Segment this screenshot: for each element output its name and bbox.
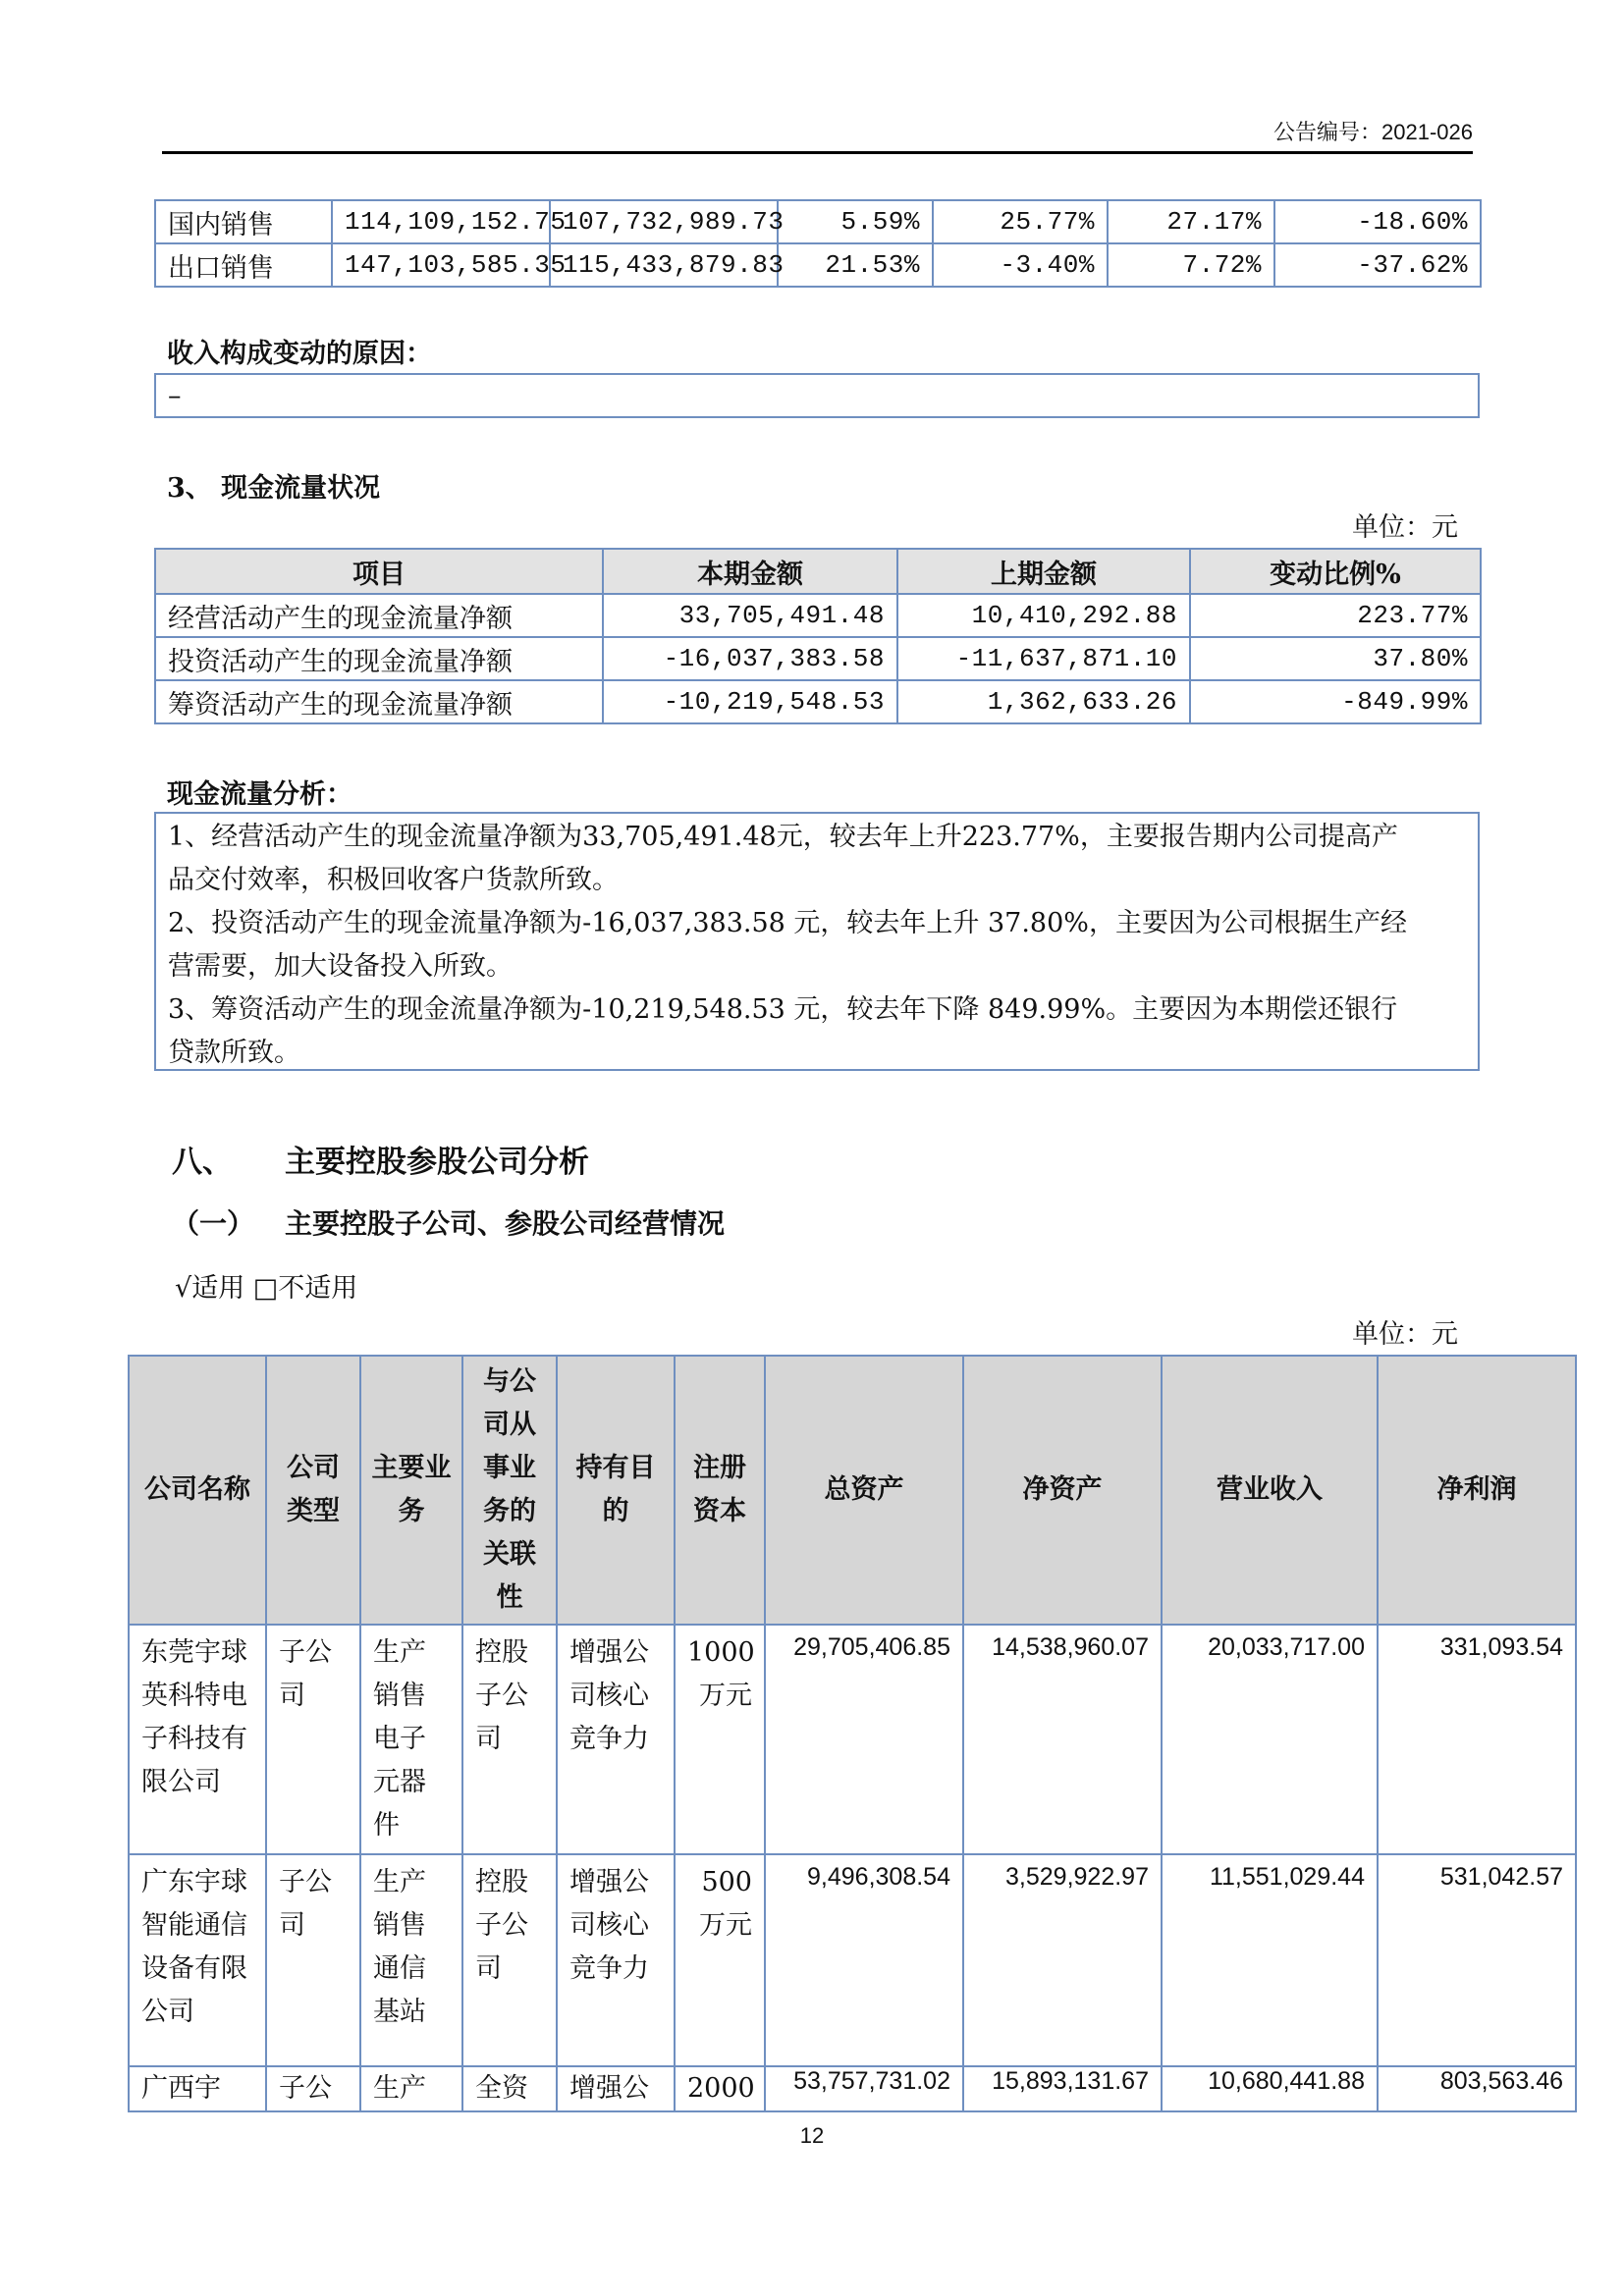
subsidiary-row <box>129 1625 1576 1854</box>
sales-value: 114,109,152.75 <box>332 200 550 243</box>
cash-flow-table <box>154 548 1482 724</box>
income-change-box <box>154 373 1480 418</box>
header-previous: 上期金额 <box>897 549 1190 594</box>
sales-row <box>155 200 1481 243</box>
subsidiary-cell: 531,042.57 <box>1378 1854 1576 2066</box>
subsidiary-cell: 1000万元 <box>675 1625 765 1854</box>
subsidiary-cell: 控股子公司 <box>462 1854 557 2066</box>
cash-flow-value: 37.80% <box>1190 637 1481 680</box>
cash-flow-value: 223.77% <box>1190 594 1481 637</box>
subsidiary-row <box>129 1854 1576 2066</box>
header-item: 项目 <box>155 549 603 594</box>
subsidiary-cell: 9,496,308.54 <box>765 1854 963 2066</box>
cash-flow-item: 筹资活动产生的现金流量净额 <box>155 680 603 723</box>
cash-analysis-box <box>154 812 1480 1071</box>
sales-value: 27.17% <box>1108 200 1274 243</box>
sales-value: 107,732,989.73 <box>550 200 778 243</box>
subsidiary-cell: 子公司 <box>266 1625 360 1854</box>
sales-value: -37.62% <box>1274 243 1481 287</box>
cash-flow-value: -11,637,871.10 <box>897 637 1190 680</box>
page-number: 12 <box>799 2123 825 2148</box>
subsidiary-cell: 生产销售通信基站 <box>360 1854 462 2066</box>
cash-flow-value: 10,410,292.88 <box>897 594 1190 637</box>
cash-analysis-line: 1、经营活动产生的现金流量净额为33,705,491.48元，较去年上升223.77%，主要报告期内公司提高产 <box>168 822 1398 852</box>
subsidiary-header-cell: 公司名称 <box>129 1356 266 1625</box>
subsection-number: （一） <box>172 1207 255 1240</box>
sales-value: 115,433,879.83 <box>550 243 778 287</box>
subsidiary-cell: 53,757,731.02 <box>765 2066 963 2111</box>
section-number: 八、 <box>172 1145 233 1180</box>
subsidiary-unit: 单位：元 <box>1352 1319 1458 1350</box>
sales-value: 5.59% <box>778 200 933 243</box>
income-change-label: 收入构成变动的原因： <box>167 339 432 369</box>
sales-value: 21.53% <box>778 243 933 287</box>
cash-flow-row <box>155 594 1481 637</box>
subsidiary-header-cell: 总资产 <box>765 1356 963 1625</box>
cash-analysis-line: 3、筹资活动产生的现金流量净额为-10,219,548.53 元，较去年下降 849.99%。主要因为本期偿还银行 <box>168 994 1398 1025</box>
subsidiary-header-cell: 净利润 <box>1378 1356 1576 1625</box>
subsidiary-cell: 803,563.46 <box>1378 2066 1576 2111</box>
subsidiary-cell: 331,093.54 <box>1378 1625 1576 1854</box>
subsidiary-header-cell: 净资产 <box>963 1356 1162 1625</box>
subsidiary-cell: 14,538,960.07 <box>963 1625 1162 1854</box>
cash-flow-value: -10,219,548.53 <box>603 680 897 723</box>
cash-flow-value: 33,705,491.48 <box>603 594 897 637</box>
subsidiary-header-cell: 主要业务 <box>360 1356 462 1625</box>
subsidiary-cell: 增强公司核心竞争力 <box>557 1625 675 1854</box>
sales-value: 147,103,585.35 <box>332 243 550 287</box>
cash-flow-value: 1,362,633.26 <box>897 680 1190 723</box>
subsidiary-cell: 10,680,441.88 <box>1162 2066 1378 2111</box>
subsidiary-cell: 29,705,406.85 <box>765 1625 963 1854</box>
subsidiary-header-cell: 与公司从事业务的关联性 <box>462 1356 557 1625</box>
announcement-number: 公告编号：2021-026 <box>1273 120 1473 144</box>
cash-analysis-lines <box>156 816 1478 1075</box>
subsidiary-cell: 控股子公司 <box>462 1625 557 1854</box>
subsidiaries-header-row <box>129 1356 1576 1625</box>
subsidiary-name: 东莞宇球英科特电子科技有限公司 <box>129 1625 266 1854</box>
sales-value: -3.40% <box>933 243 1108 287</box>
cash-analysis-label: 现金流量分析： <box>167 779 352 810</box>
sales-category: 出口销售 <box>155 243 332 287</box>
cash-flow-title: 3、 现金流量状况 <box>167 473 381 504</box>
subsidiary-cell: 生产 <box>360 2066 462 2111</box>
income-change-text: – <box>168 381 182 411</box>
header-current: 本期金额 <box>603 549 897 594</box>
subsidiary-cell: 500万元 <box>675 1854 765 2066</box>
subsidiary-header-cell: 公司类型 <box>266 1356 360 1625</box>
subsidiary-cell: 全资 <box>462 2066 557 2111</box>
sales-row <box>155 243 1481 287</box>
subsidiary-cell: 11,551,029.44 <box>1162 1854 1378 2066</box>
sales-value: -18.60% <box>1274 200 1481 243</box>
cash-flow-value: -849.99% <box>1190 680 1481 723</box>
header-change: 变动比例% <box>1190 549 1481 594</box>
page-header <box>162 116 1473 154</box>
cash-analysis-line: 品交付效率，积极回收客户货款所致。 <box>168 865 619 895</box>
applicable-checkbox: √适用 □不适用 <box>175 1273 358 1304</box>
cash-analysis-line: 贷款所致。 <box>168 1038 300 1068</box>
sales-category: 国内销售 <box>155 200 332 243</box>
subsidiary-header-cell: 营业收入 <box>1162 1356 1378 1625</box>
subsidiary-cell: 增强公司核心竞争力 <box>557 1854 675 2066</box>
subsidiary-cell: 增强公 <box>557 2066 675 2111</box>
subsidiary-name: 广西宇 <box>129 2066 266 2111</box>
subsidiary-cell: 子公 <box>266 2066 360 2111</box>
cash-flow-unit: 单位：元 <box>1352 512 1458 543</box>
subsidiary-row <box>129 2066 1576 2111</box>
subsection-title: 主要控股子公司、参股公司经营情况 <box>285 1207 726 1240</box>
subsidiaries-table <box>128 1355 1577 2112</box>
subsidiary-name: 广东宇球智能通信设备有限公司 <box>129 1854 266 2066</box>
subsidiary-cell: 2000 <box>675 2066 765 2111</box>
cash-analysis-line: 2、投资活动产生的现金流量净额为-16,037,383.58 元，较去年上升 37.80%，主要因为公司根据生产经 <box>168 908 1407 938</box>
subsidiary-header-cell: 注册资本 <box>675 1356 765 1625</box>
sales-table-body <box>155 200 1481 287</box>
subsidiary-cell: 3,529,922.97 <box>963 1854 1162 2066</box>
cash-flow-body <box>155 594 1481 723</box>
sales-value: 25.77% <box>933 200 1108 243</box>
cash-flow-header-row <box>155 549 1481 594</box>
subsidiary-cell: 15,893,131.67 <box>963 2066 1162 2111</box>
cash-flow-item: 经营活动产生的现金流量净额 <box>155 594 603 637</box>
section-title: 主要控股参股公司分析 <box>285 1145 589 1180</box>
cash-flow-item: 投资活动产生的现金流量净额 <box>155 637 603 680</box>
subsidiaries-body <box>129 1625 1576 2111</box>
sales-value: 7.72% <box>1108 243 1274 287</box>
subsidiary-cell: 生产销售电子元器件 <box>360 1625 462 1854</box>
subsidiary-cell: 子公司 <box>266 1854 360 2066</box>
subsidiary-cell: 20,033,717.00 <box>1162 1625 1378 1854</box>
cash-analysis-line: 营需要，加大设备投入所致。 <box>168 951 513 982</box>
sales-table <box>154 199 1482 288</box>
cash-flow-value: -16,037,383.58 <box>603 637 897 680</box>
cash-flow-row <box>155 680 1481 723</box>
subsidiary-header-cell: 持有目的 <box>557 1356 675 1625</box>
cash-flow-row <box>155 637 1481 680</box>
